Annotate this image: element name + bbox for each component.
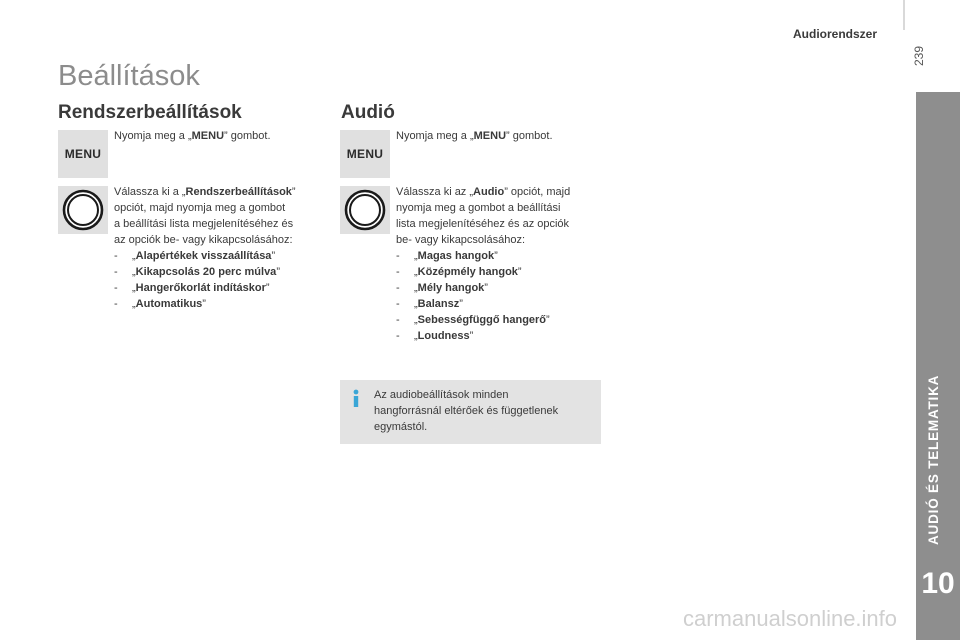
- info-icon: [350, 389, 362, 414]
- dial-knob-icon: [58, 186, 108, 234]
- list-item: - „ Alapértékek visszaállítása ”: [114, 250, 276, 262]
- menu-key-label: MENU: [346, 147, 384, 161]
- header-rule: [903, 0, 905, 30]
- list-item: - „ Loudness ”: [396, 330, 474, 342]
- list-item: - „ Balansz ”: [396, 298, 463, 310]
- page-number: 239: [912, 45, 926, 66]
- section-title-system: Rendszerbeállítások: [58, 102, 242, 123]
- step-press-menu: Nyomja meg a „MENU” gombot.: [396, 130, 553, 142]
- menu-key-icon: [58, 130, 108, 178]
- watermark: carmanualsonline.info: [683, 606, 898, 631]
- menu-key-icon: [340, 130, 390, 178]
- step-select-system: Válassza ki a „Rendszerbeállítások” opciót, majd nyomja meg a gombot a beállítási lista megjelenítéséhez és az opciók be- vagy kikapcsolásához: - „ Alapértékek visszaállítása ” - „ Kikapcsolás 20 perc múlva ” - „ Hangerőkorlát indításkor ” - „ Automatikus ”: [114, 184, 339, 312]
- chapter-sidebar: [916, 92, 960, 640]
- chapter-title: AUDIÓ ÉS TELEMATIKA: [926, 374, 941, 545]
- list-item: - „ Magas hangok ”: [396, 250, 498, 262]
- list-item: - „ Mély hangok ”: [396, 282, 488, 294]
- list-item: - „ Kikapcsolás 20 perc múlva ”: [114, 266, 280, 278]
- step-press-menu: Nyomja meg a „MENU” gombot.: [114, 130, 271, 142]
- dial-knob-icon: [340, 186, 390, 234]
- info-note: [340, 380, 601, 444]
- list-item: - „ Hangerőkorlát indításkor ”: [114, 282, 270, 294]
- list-item: - „ Középmély hangok ”: [396, 266, 522, 278]
- section-header: Audiorendszer: [793, 27, 878, 41]
- list-item: - „ Sebességfüggő hangerő ”: [396, 314, 550, 326]
- step-select-audio: Válassza ki az „Audio” opciót, majd nyomja meg a gombot a beállítási lista megjelenítéséhez és az opciók be- vagy kikapcsolásához: - „ Magas hangok ” - „ Középmély hangok ” - „ Mély hangok ” - „ Balansz ” - „ Sebességfüggő hangerő ” - „ Loudness ”: [396, 184, 611, 344]
- chapter-number: 10: [921, 567, 955, 600]
- info-note-text: Az audiobeállítások minden hangforrásnál eltérőek és függetlenek egymástól.: [374, 389, 559, 433]
- menu-key-label: MENU: [64, 147, 102, 161]
- page-title: Beállítások: [58, 60, 200, 92]
- section-title-audio: Audió: [341, 102, 395, 123]
- list-item: - „ Automatikus ”: [114, 298, 206, 310]
